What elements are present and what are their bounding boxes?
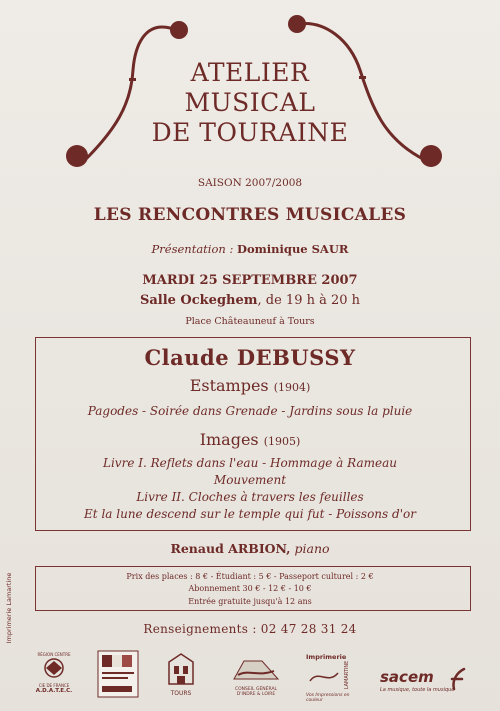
conseil-general-logo bbox=[228, 655, 284, 699]
work-year: (1905) bbox=[263, 435, 301, 448]
composer-name: Claude DEBUSSY bbox=[144, 345, 356, 370]
conseil-general-emblem-icon bbox=[228, 655, 284, 683]
work-title: Images bbox=[199, 430, 259, 449]
conseil-general-line-1: CONSEIL GÉNÉRAL bbox=[234, 687, 278, 692]
performer-name: Renaud ARBION, bbox=[170, 541, 291, 556]
series-title: LES RENCONTRES MUSICALES bbox=[93, 205, 407, 225]
event-date: MARDI 25 SEPTEMBRE 2007 bbox=[142, 273, 358, 288]
header-line-3: DE TOURAINE bbox=[151, 118, 349, 147]
conseil-general-line-2: D'INDRE & LOIRE bbox=[236, 692, 276, 697]
price-line: Abonnement 30 € - 12 € - 10 € bbox=[188, 584, 312, 593]
tours-label: TOURS bbox=[170, 690, 192, 697]
work-piece-line: Pagodes - Soirée dans Grenade - Jardins sous la pluie bbox=[87, 404, 413, 418]
adatec-emblem-icon bbox=[32, 657, 76, 679]
printer-credit bbox=[2, 560, 14, 656]
hall-name: Salle Ockeghem bbox=[139, 293, 258, 308]
header-line-2: MUSICAL bbox=[184, 88, 316, 117]
season-label: SAISON 2007/2008 bbox=[197, 177, 303, 189]
hall-time: , de 19 h à 20 h bbox=[257, 293, 361, 308]
adatec-name: A.D.A.T.E.C. bbox=[35, 688, 73, 694]
work-piece-line: Livre II. Cloches à travers les feuilles bbox=[136, 490, 364, 504]
work-year: (1904) bbox=[273, 381, 311, 394]
tours-logo bbox=[165, 652, 197, 698]
imprimerie-lamartine-logo bbox=[306, 653, 356, 703]
sacem-tagline: La musique, toute la musique bbox=[380, 687, 455, 693]
header-title bbox=[0, 58, 500, 148]
event-hall-line bbox=[0, 293, 500, 308]
adatec-logo bbox=[32, 652, 76, 700]
lamartine-emblem bbox=[306, 661, 356, 689]
presenter-name: Dominique SAUR bbox=[237, 242, 349, 256]
work-piece-line: Mouvement bbox=[213, 473, 287, 487]
lamartine-subtitle: Vos Impressions en couleur bbox=[306, 693, 350, 703]
price-line: Entrée gratuite jusqu'à 12 ans bbox=[188, 597, 312, 606]
ministry-culture-logo-icon bbox=[97, 650, 139, 698]
sacem-logo bbox=[380, 667, 472, 701]
performer-instrument: piano bbox=[294, 541, 330, 556]
work-piece-line: Livre I. Reflets dans l'eau - Hommage à Rameau bbox=[103, 456, 397, 470]
price-line: Prix des places : 8 € - Étudiant : 5 € - Passeport culturel : 2 € bbox=[126, 572, 374, 581]
event-place: Place Châteauneuf à Tours bbox=[185, 316, 315, 327]
tours-emblem-icon bbox=[165, 652, 197, 686]
lamartine-vertical-text: LAMARTINE bbox=[344, 661, 350, 689]
work-title: Estampes bbox=[189, 376, 269, 395]
header-line-1: ATELIER bbox=[190, 58, 310, 87]
sacem-note-icon bbox=[448, 667, 468, 691]
printer-credit-text: Imprimerie Lamartine bbox=[5, 572, 13, 644]
adatec-region-text: RÉGION CENTRE bbox=[37, 652, 71, 657]
work-piece-line: Et la lune descend sur le temple qui fut - Poissons d'or bbox=[84, 507, 416, 521]
performer-line bbox=[0, 541, 500, 556]
presentation-label: Présentation : bbox=[151, 242, 234, 256]
sacem-wordmark: sacem bbox=[380, 668, 434, 686]
adatec-mid-text: CIE DE FRANCE bbox=[38, 683, 70, 688]
work-estampes bbox=[0, 376, 500, 395]
info-line: Renseignements : 02 47 28 31 24 bbox=[143, 622, 357, 636]
work-images bbox=[0, 430, 500, 449]
presentation-line bbox=[0, 242, 500, 256]
lamartine-title: Imprimerie bbox=[306, 653, 347, 661]
